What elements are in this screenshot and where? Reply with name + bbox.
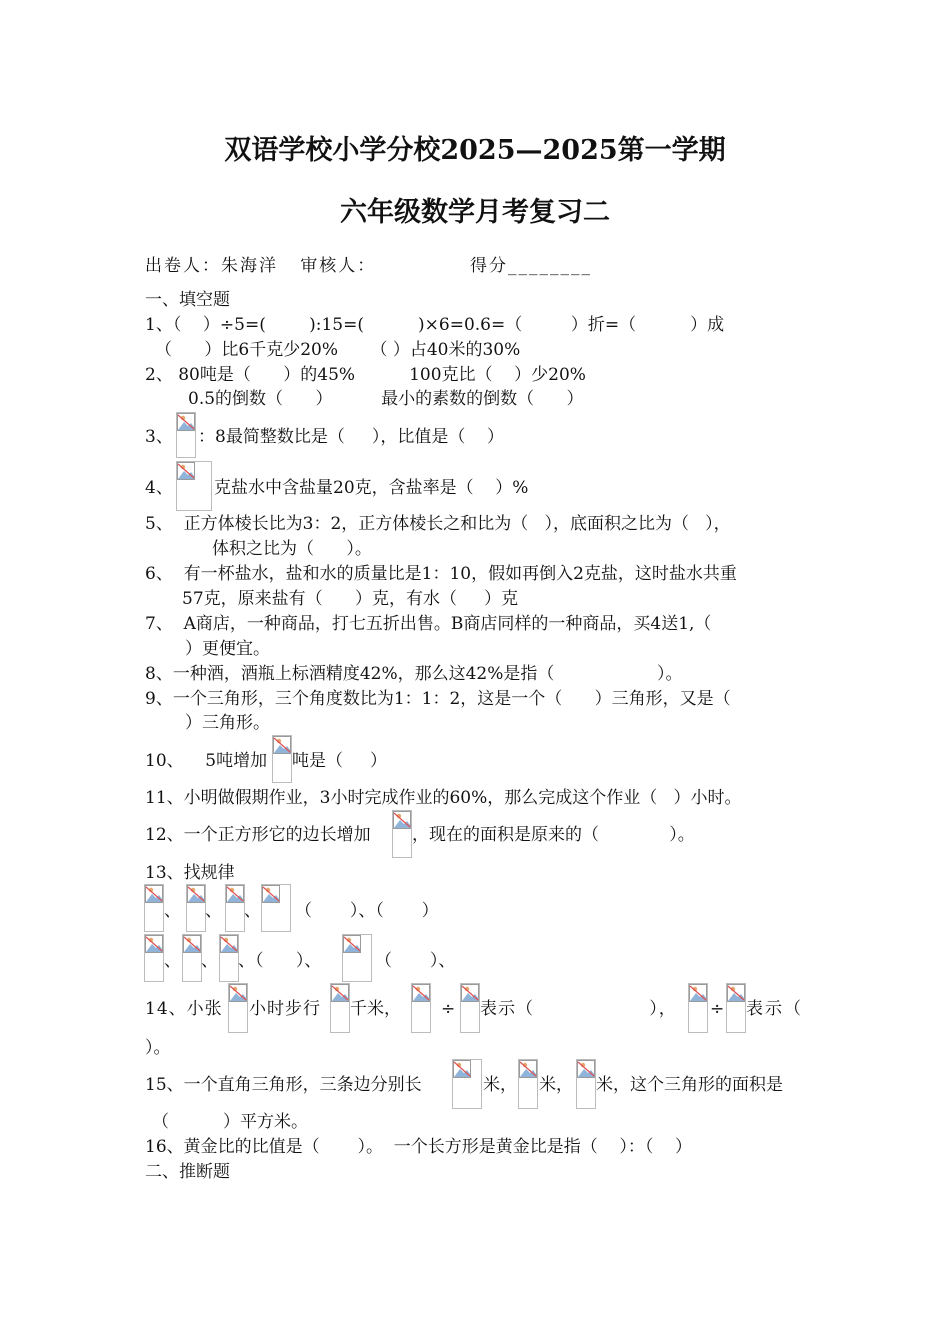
- q10-tail: 吨是（ ）: [292, 751, 388, 771]
- broken-image-icon: [518, 1059, 538, 1109]
- q15-text-a: 15、一个直角三角形，三条边分别长: [145, 1075, 422, 1095]
- q7-line-a: 7、 A商店，一种商品，打七五折出售。B商店同样的一种商品，买4送1,（: [145, 614, 712, 634]
- broken-image-icon: [411, 983, 431, 1033]
- section-2-heading: 二、推断题: [145, 1162, 230, 1182]
- q14-divide-2: ÷: [710, 999, 725, 1019]
- q1-line-b: （ ）比6千克少20% （ ）占40米的30%: [155, 340, 521, 360]
- q4-number: 4、: [145, 478, 173, 498]
- q16: 16、黄金比的比值是（ ）。 一个长方形是黄金比是指（ ）：（ ）: [145, 1137, 692, 1157]
- broken-image-icon: [182, 934, 202, 982]
- q9-line-a: 9、一个三角形，三个角度数比为1：1：2，这是一个（ ）三角形，又是（: [145, 689, 731, 709]
- q7-line-b: ）更便宜。: [185, 639, 270, 659]
- broken-image-icon: [726, 983, 746, 1033]
- q14-divide-1: ÷: [441, 999, 456, 1019]
- q13-sep: 、: [244, 901, 261, 921]
- broken-image-icon: [460, 983, 480, 1033]
- q12-text-b: ，现在的面积是原来的（ ）。: [412, 825, 695, 845]
- broken-image-icon: [576, 1059, 596, 1109]
- q12-text-a: 12、一个正方形它的边长增加: [145, 825, 371, 845]
- q15-text-b: 米，: [483, 1075, 517, 1095]
- q3-number: 3、: [145, 427, 173, 447]
- q8: 8、一种酒，酒瓶上标酒精度42%，那么这42%是指（ ）。: [145, 664, 683, 684]
- q1-line-a: 1、（ ）÷5=( ):15=( )×6=0.6=（ ）折=（ ）成: [145, 315, 725, 335]
- broken-image-icon: [144, 884, 164, 932]
- broken-image-icon: [452, 1059, 482, 1109]
- title-line-1: 双语学校小学分校2025—2025第一学期: [224, 135, 726, 166]
- broken-image-icon: [228, 983, 248, 1033]
- title-line-2: 六年级数学月考复习二: [340, 197, 610, 228]
- q15-text-d: 米，这个三角形的面积是: [596, 1075, 783, 1095]
- broken-image-icon: [261, 884, 291, 932]
- broken-image-icon: [272, 735, 292, 783]
- broken-image-icon: [688, 983, 708, 1033]
- q13-blanks: （ ）、（ ）: [295, 901, 439, 921]
- broken-image-icon: [392, 810, 412, 858]
- q13-blank-mid: 、（ ）、: [238, 951, 322, 971]
- broken-image-icon: [176, 461, 212, 511]
- q5-line-b: 体积之比为（ ）。: [212, 539, 372, 559]
- broken-image-icon: [176, 412, 196, 458]
- q4-text: 克盐水中含盐量20克，含盐率是（ ）%: [214, 478, 529, 498]
- q11: 11、小明做假期作业，3小时完成作业的60%，那么完成这个作业（ ）小时。: [145, 788, 742, 808]
- q13-sep: 、: [201, 951, 218, 971]
- q13-label: 13、找规律: [145, 863, 235, 883]
- broken-image-icon: [186, 884, 206, 932]
- q13-sep: 、: [164, 951, 181, 971]
- q2-line-a: 2、 80吨是（ ）的45% 100克比（ ）少20%: [145, 365, 586, 385]
- q6-line-a: 6、 有一杯盐水，盐和水的质量比是1：10，假如再倒入2克盐，这时盐水共重: [145, 564, 737, 584]
- q9-line-b: ）三角形。: [185, 713, 270, 733]
- q15-text-c: 米，: [539, 1075, 573, 1095]
- q5-line-a: 5、 正方体棱长比为3：2，正方体棱长之和比为（ ），底面积之比为（ ），: [145, 514, 731, 534]
- broken-image-icon: [144, 934, 164, 982]
- q14-part1: 小时步行: [249, 999, 321, 1019]
- q13-sep: 、: [205, 901, 222, 921]
- q10-text: 10、 5吨增加: [145, 751, 268, 771]
- q13-blank-end: （ ）、: [375, 951, 456, 971]
- header-score: 得分________: [470, 256, 592, 276]
- broken-image-icon: [342, 934, 372, 982]
- q14-part4: 表示（ ），: [480, 999, 677, 1019]
- q14-part6: 表示（: [746, 999, 803, 1019]
- q14-start: 14、小张: [145, 999, 223, 1019]
- q2-line-b: 0.5的倒数（ ） 最小的素数的倒数（ ）: [188, 389, 584, 409]
- header-author: 出卷人：朱海洋 审核人：: [145, 256, 377, 276]
- q6-line-b: 57克，原来盐有（ ）克，有水（ ）克: [182, 589, 519, 609]
- broken-image-icon: [219, 934, 239, 982]
- q14-part2: 千米，: [350, 999, 401, 1019]
- q13-sep: 、: [164, 901, 181, 921]
- section-1-heading: 一、填空题: [145, 290, 230, 310]
- broken-image-icon: [225, 884, 245, 932]
- q14-tail: ）。: [145, 1038, 171, 1058]
- q3-text: ：8最简整数比是（ ），比值是（ ）: [198, 427, 504, 447]
- q15-tail: （ ）平方米。: [152, 1112, 309, 1132]
- broken-image-icon: [330, 983, 350, 1033]
